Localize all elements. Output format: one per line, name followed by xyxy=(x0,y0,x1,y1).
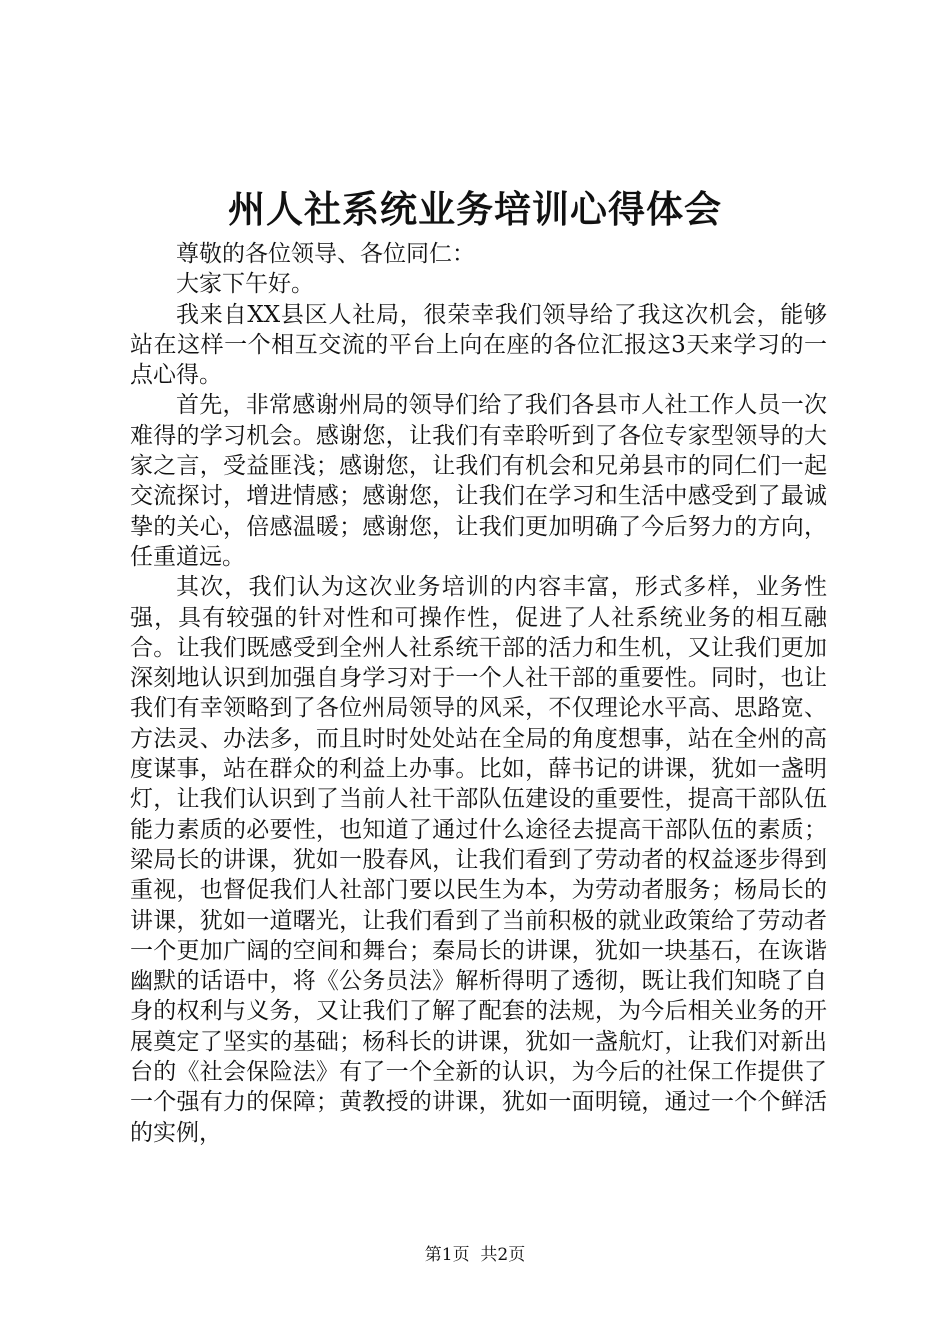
page-number-label: 第1页 共2页 xyxy=(424,1245,526,1265)
document-title: 州人社系统业务培训心得体会 xyxy=(228,187,722,231)
training-content-paragraph: 其次，我们认为这次业务培训的内容丰富，形式多样，业务性强，具有较强的针对性和可操作性，促进了人社系统业务的相互融合。让我们既感受到全州人社系统干部的活力和生机，又让我们更加深刻地认识到加强自身学习对于一个人社干部的重要性。同时，也让我们有幸领略到了各位州局领导的风采，不仅理论水平高、思路宽、方法灵、办法多，而且时时处处站在全局的角度想事，站在全州的高度谋事，站在群众的利益上办事。比如，薛书记的讲课，犹如一盏明灯，让我们认识到了当前人社干部队伍建设的重要性，提高干部队伍能力素质的必要性，也知道了通过什么途径去提高干部队伍的素质；梁局长的讲课，犹如一股春风，让我们看到了劳动者的权益逐步得到重视，也督促我们人社部门要以民生为本，为劳动者服务；杨局长的讲课，犹如一道曙光，让我们看到了当前积极的就业政策给了劳动者一个更加广阔的空间和舞台；秦局长的讲课，犹如一块基石，在诙谐幽默的话语中，将《公务员法》解析得明了透彻，既让我们知晓了自身的权利与义务，又让我们了解了配套的法规，为今后相关业务的开展奠定了坚实的基础；杨科长的讲课，犹如一盏航灯，让我们对新出台的《社会保险法》有了一个全新的认识，为今后的社保工作提供了一个强有力的保障；黄教授的讲课，犹如一面明镜，通过一个个鲜活的实例， xyxy=(130,574,827,1146)
greeting-paragraph: 大家下午好。 xyxy=(176,271,314,298)
document-body xyxy=(130,239,827,1148)
page-footer xyxy=(0,1244,950,1266)
salutation-paragraph: 尊敬的各位领导、各位同仁： xyxy=(176,241,475,267)
intro-paragraph: 我来自XX县区人社局，很荣幸我们领导给了我这次机会，能够站在这样一个相互交流的平台上向在座的各位汇报这3天来学习的一点心得。 xyxy=(130,301,827,389)
thanks-paragraph: 首先，非常感谢州局的领导们给了我们各县市人社工作人员一次难得的学习机会。感谢您，让我们有幸聆听到了各位专家型领导的大家之言，受益匪浅；感谢您，让我们有机会和兄弟县市的同仁们一起交流探讨，增进情感；感谢您，让我们在学习和生活中感受到了最诚挚的关心，倍感温暖；感谢您，让我们更加明确了今后努力的方向，任重道远。 xyxy=(130,392,827,570)
